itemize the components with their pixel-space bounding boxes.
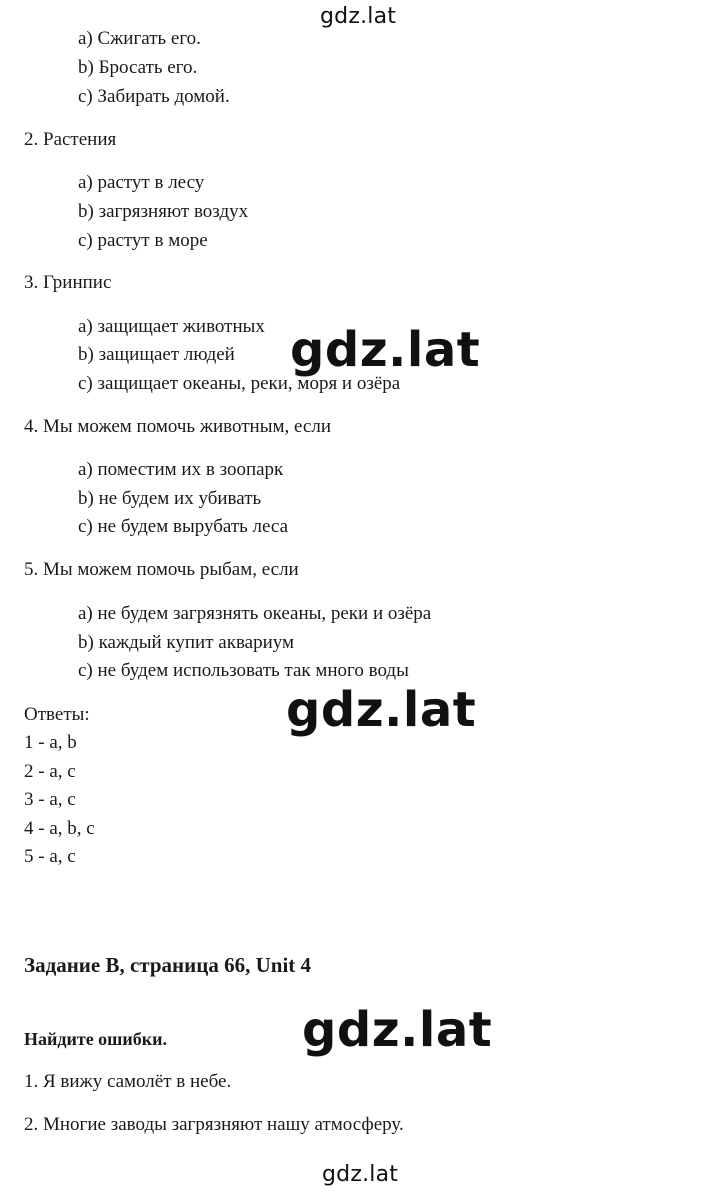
q1-option-c: c) Забирать домой. xyxy=(78,86,230,107)
answers-title: Ответы: xyxy=(24,704,90,725)
q3-option-a: a) защищает животных xyxy=(78,316,265,337)
watermark-mid-1: gdz.lat xyxy=(290,322,481,378)
q4-option-a: a) поместим их в зоопарк xyxy=(78,459,284,480)
q5-option-c: c) не будем использовать так много воды xyxy=(78,660,409,681)
answer-3: 3 - a, c xyxy=(24,789,76,810)
q1-option-a: a) Сжигать его. xyxy=(78,28,201,49)
q1-option-b: b) Бросать его. xyxy=(78,57,198,78)
task-b-heading: Задание B, страница 66, Unit 4 xyxy=(24,953,312,977)
task-b-subheading: Найдите ошибки. xyxy=(24,1029,167,1049)
answer-2: 2 - a, c xyxy=(24,761,76,782)
q4-option-c: c) не будем вырубать леса xyxy=(78,516,289,537)
answer-4: 4 - a, b, c xyxy=(24,818,95,839)
q4-option-b: b) не будем их убивать xyxy=(78,488,262,509)
q4-question: 4. Мы можем помочь животным, если xyxy=(24,416,331,437)
q2-option-b: b) загрязняют воздух xyxy=(78,201,249,222)
task-b-item-2: 2. Многие заводы загрязняют нашу атмосферу. xyxy=(24,1114,404,1135)
watermark-top: gdz.lat xyxy=(320,4,397,29)
q5-option-a: a) не будем загрязнять океаны, реки и озёра xyxy=(78,603,432,624)
task-b-item-1: 1. Я вижу самолёт в небе. xyxy=(24,1071,232,1092)
watermark-bottom: gdz.lat xyxy=(322,1162,399,1187)
q2-option-a: a) растут в лесу xyxy=(78,172,205,193)
q3-option-c: c) защищает океаны, реки, моря и озёра xyxy=(78,373,401,394)
answer-5: 5 - a, c xyxy=(24,846,76,867)
q2-option-c: c) растут в море xyxy=(78,230,208,251)
answer-1: 1 - a, b xyxy=(24,732,77,753)
q3-question: 3. Гринпис xyxy=(24,272,112,293)
watermark-mid-3: gdz.lat xyxy=(302,1002,493,1058)
q5-question: 5. Мы можем помочь рыбам, если xyxy=(24,559,299,580)
q3-option-b: b) защищает людей xyxy=(78,344,235,365)
q2-question: 2. Растения xyxy=(24,129,117,150)
q5-option-b: b) каждый купит аквариум xyxy=(78,632,295,653)
watermark-mid-2: gdz.lat xyxy=(286,682,477,738)
